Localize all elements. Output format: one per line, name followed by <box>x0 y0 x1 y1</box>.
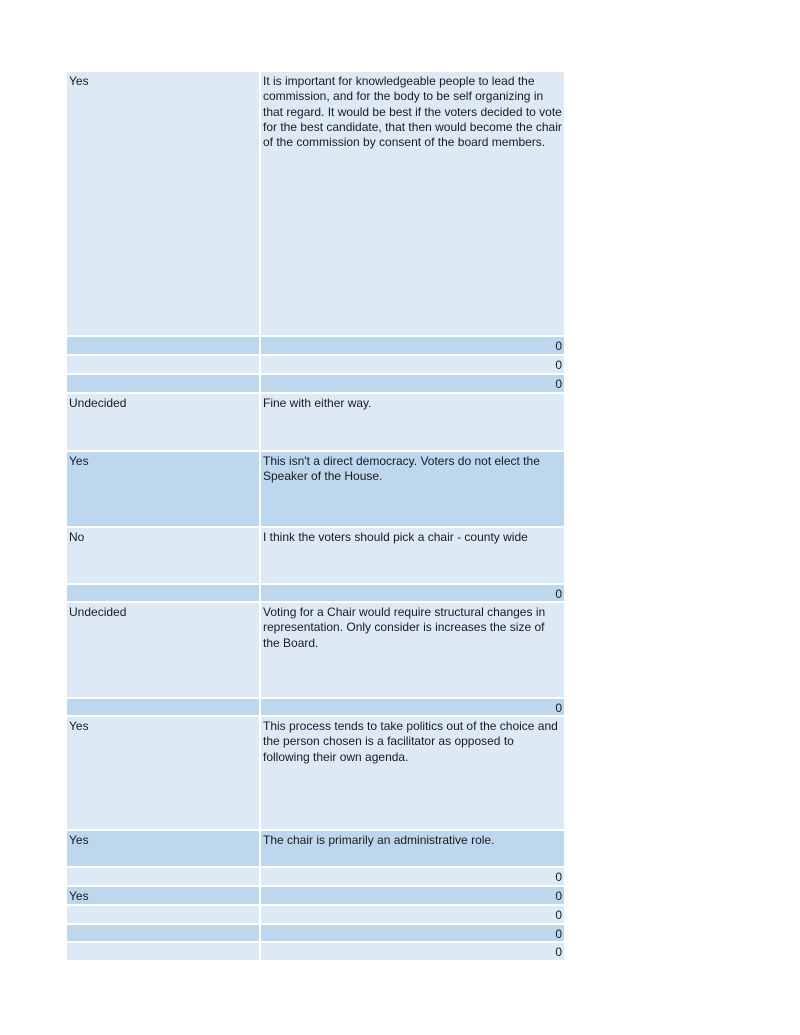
comment-cell: 0 <box>261 887 564 904</box>
survey-response-table <box>67 72 564 962</box>
answer-cell: Yes <box>67 887 259 904</box>
answer-cell <box>67 585 259 601</box>
comment-cell: 0 <box>261 868 564 885</box>
table-row <box>67 337 564 354</box>
answer-cell: Undecided <box>67 394 259 450</box>
answer-cell <box>67 337 259 354</box>
table-row <box>67 906 564 923</box>
table-row <box>67 394 564 450</box>
answer-cell <box>67 925 259 941</box>
answer-cell: Yes <box>67 717 259 829</box>
answer-cell <box>67 943 259 960</box>
table-row <box>67 699 564 715</box>
comment-cell: Voting for a Chair would require structural changes in representation. Only consider is increases the size of the Board. <box>261 603 564 697</box>
comment-cell: 0 <box>261 375 564 392</box>
table-row <box>67 717 564 829</box>
comment-cell: I think the voters should pick a chair - county wide <box>261 528 564 583</box>
table-row <box>67 452 564 526</box>
table-row <box>67 943 564 960</box>
comment-cell: 0 <box>261 925 564 941</box>
answer-cell <box>67 375 259 392</box>
answer-cell: No <box>67 528 259 583</box>
comment-cell: 0 <box>261 585 564 601</box>
table-row <box>67 375 564 392</box>
table-row <box>67 868 564 885</box>
table-row <box>67 603 564 697</box>
comment-cell: 0 <box>261 699 564 715</box>
answer-cell: Yes <box>67 452 259 526</box>
table-row <box>67 887 564 904</box>
comment-cell: 0 <box>261 356 564 373</box>
table-row <box>67 528 564 583</box>
table-row <box>67 925 564 941</box>
answer-cell <box>67 868 259 885</box>
table-row <box>67 356 564 373</box>
answer-cell: Yes <box>67 831 259 866</box>
table-row <box>67 585 564 601</box>
answer-cell <box>67 356 259 373</box>
comment-cell: It is important for knowledgeable people to lead the commission, and for the body to be self organizing in that regard. It would be best if the voters decided to vote for the best candidate, that then would become the chair of the commission by consent of the board members. <box>261 72 564 335</box>
comment-cell: 0 <box>261 337 564 354</box>
comment-cell: Fine with either way. <box>261 394 564 450</box>
answer-cell <box>67 906 259 923</box>
answer-cell: Undecided <box>67 603 259 697</box>
comment-cell: The chair is primarily an administrative role. <box>261 831 564 866</box>
comment-cell: This isn't a direct democracy. Voters do not elect the Speaker of the House. <box>261 452 564 526</box>
comment-cell: 0 <box>261 943 564 960</box>
comment-cell: This process tends to take politics out of the choice and the person chosen is a facilitator as opposed to following their own agenda. <box>261 717 564 829</box>
table-row <box>67 72 564 335</box>
answer-cell <box>67 699 259 715</box>
answer-cell: Yes <box>67 72 259 335</box>
comment-cell: 0 <box>261 906 564 923</box>
table-row <box>67 831 564 866</box>
